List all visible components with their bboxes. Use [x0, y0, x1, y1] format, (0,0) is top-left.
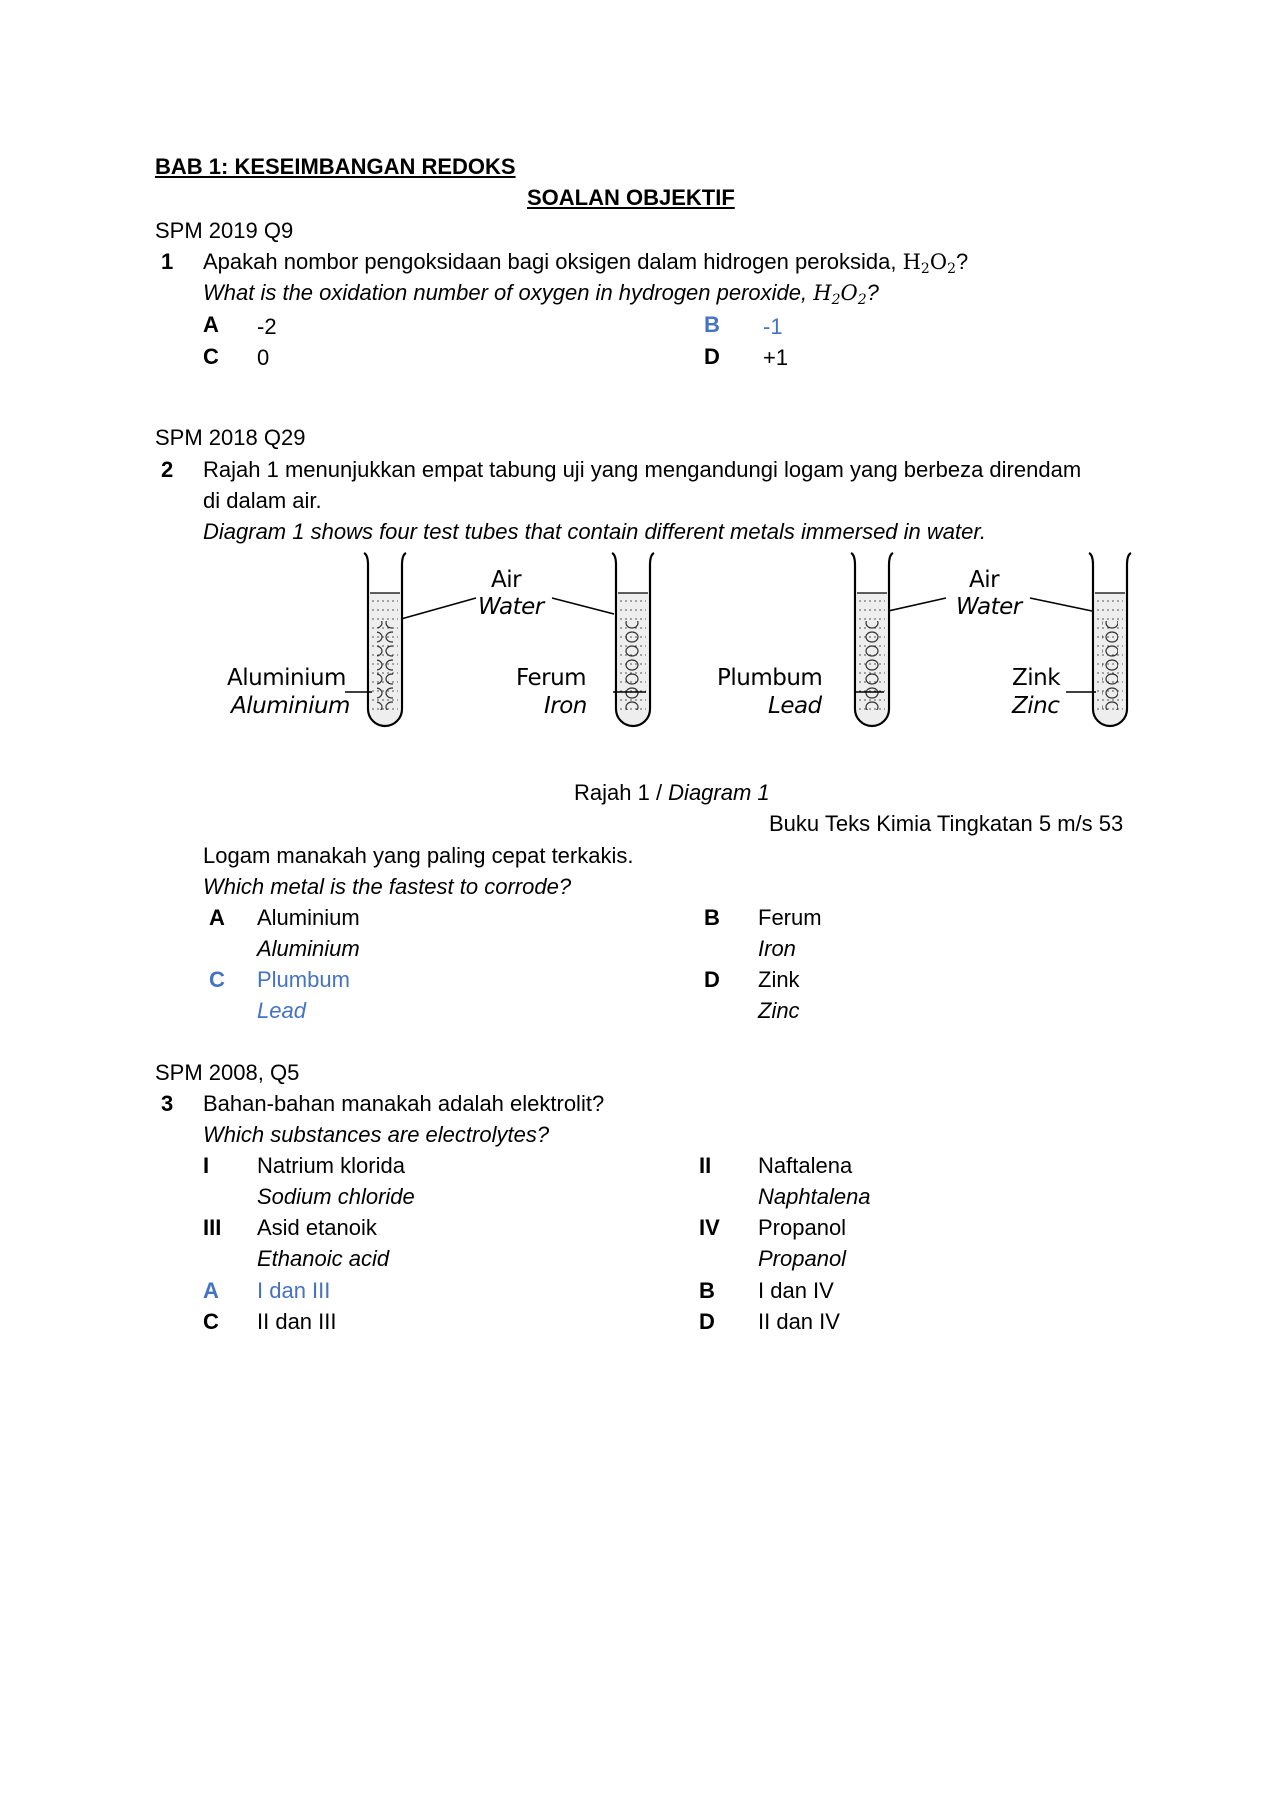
- tube-aluminium-water-pointer: [401, 598, 476, 619]
- q2-question-en: Which metal is the fastest to corrode?: [203, 874, 572, 899]
- tube-aluminium-label-en: Aluminium: [231, 693, 350, 719]
- q2-option-a-en: Aluminium: [257, 936, 360, 961]
- water-label-ms-2: Air: [969, 567, 1000, 593]
- q2-option-d-letter: D: [704, 967, 720, 992]
- tube-iron-label-en: Iron: [544, 693, 587, 719]
- water-label-en-2: Water: [956, 594, 1022, 620]
- q1-number: 1: [161, 249, 174, 274]
- diagram-caption: Rajah 1 / Diagram 1: [574, 780, 770, 805]
- q3-item-3-en: Ethanoic acid: [257, 1246, 390, 1271]
- q2-option-a-ms: Aluminium: [257, 905, 360, 930]
- q3-item-1-ms: Natrium klorida: [257, 1153, 405, 1178]
- q2-option-c-letter: C: [209, 967, 225, 992]
- q1-formula-ms: $H_2O_2$: [902, 250, 956, 277]
- q2-option-c-en: Lead: [257, 998, 306, 1023]
- q3-item-4-roman: IV: [699, 1215, 720, 1240]
- q3-option-d-letter: D: [699, 1309, 715, 1334]
- q1-option-b-text: -1: [763, 314, 783, 339]
- q1-option-d-text: +1: [763, 345, 789, 370]
- tube-zinc-label-en: Zinc: [1012, 693, 1060, 719]
- q1-option-c-letter: C: [203, 344, 219, 369]
- q1-option-b-letter: B: [704, 312, 720, 337]
- q1-source: SPM 2019 Q9: [155, 218, 294, 243]
- q3-item-4-en: Propanol: [758, 1246, 847, 1271]
- q2-option-d-en: Zinc: [758, 998, 800, 1023]
- q3-option-a-text: I dan III: [257, 1278, 331, 1303]
- q3-item-3-roman: III: [203, 1215, 222, 1240]
- tube-aluminium-metal-coil: [377, 621, 393, 710]
- diagram-reference: Buku Teks Kimia Tingkatan 5 m/s 53: [769, 811, 1124, 836]
- q3-text-ms: Bahan-bahan manakah adalah elektrolit?: [203, 1091, 605, 1116]
- q1-option-c-text: 0: [257, 345, 270, 370]
- tube-iron-metal-coil: [625, 621, 641, 710]
- q3-item-2-roman: II: [699, 1153, 712, 1178]
- q1-text-ms: Apakah nombor pengoksidaan bagi oksigen dalam hidrogen peroksida, $H_2O_2$?: [203, 249, 969, 277]
- q1-option-a-letter: A: [203, 312, 219, 337]
- tube-zinc-water-pointer: [1030, 598, 1092, 611]
- q2-option-c-ms: Plumbum: [257, 967, 350, 992]
- q2-option-d-ms: Zink: [758, 967, 800, 992]
- q2-text-ms-line1: Rajah 1 menunjukkan empat tabung uji yang mengandungi logam yang berbeza direndam: [203, 457, 1082, 482]
- q3-option-b-letter: B: [699, 1278, 715, 1303]
- tube-zinc-label-ms: Zink: [1012, 665, 1061, 691]
- q3-option-d-text: II dan IV: [758, 1309, 840, 1334]
- q3-option-b-text: I dan IV: [758, 1278, 834, 1303]
- tube-aluminium-label-ms: Aluminium: [227, 665, 346, 691]
- section-title: SOALAN OBJEKTIF: [527, 185, 735, 210]
- q2-option-a-letter: A: [209, 905, 225, 930]
- tube-zinc-metal-coil: [1102, 621, 1118, 710]
- q2-source: SPM 2018 Q29: [155, 425, 306, 450]
- q2-text-en: Diagram 1 shows four test tubes that contain different metals immersed in water.: [203, 519, 986, 544]
- q3-item-1-en: Sodium chloride: [257, 1184, 415, 1209]
- q2-option-b-letter: B: [704, 905, 720, 930]
- tube-lead-metal-coil: [864, 621, 880, 710]
- chapter-title: BAB 1: KESEIMBANGAN REDOKS: [155, 154, 516, 179]
- water-label-en-1: Water: [478, 594, 544, 620]
- q2-option-b-ms: Ferum: [758, 905, 822, 930]
- water-label-ms-1: Air: [491, 567, 522, 593]
- tube-iron-water-pointer: [552, 598, 614, 614]
- q1-option-a-text: -2: [257, 314, 277, 339]
- q3-option-a-letter: A: [203, 1278, 219, 1303]
- q1-option-d-letter: D: [704, 344, 720, 369]
- tube-lead-label-en: Lead: [768, 693, 822, 719]
- tube-iron-label-ms: Ferum: [516, 665, 587, 691]
- q2-text-ms-line2: di dalam air.: [203, 488, 322, 513]
- q2-option-b-en: Iron: [758, 936, 796, 961]
- tube-lead-label-ms: Plumbum: [717, 665, 823, 691]
- tube-lead-water-pointer: [888, 598, 946, 611]
- q3-option-c-letter: C: [203, 1309, 219, 1334]
- q3-option-c-text: II dan III: [257, 1309, 337, 1334]
- q3-item-2-ms: Naftalena: [758, 1153, 853, 1178]
- q3-item-3-ms: Asid etanoik: [257, 1215, 377, 1240]
- q3-item-2-en: Naphtalena: [758, 1184, 871, 1209]
- q2-question-ms: Logam manakah yang paling cepat terkakis.: [203, 843, 634, 868]
- q3-source: SPM 2008, Q5: [155, 1060, 300, 1085]
- q3-item-1-roman: I: [203, 1153, 210, 1178]
- q1-formula-en: $H_2O_2$: [813, 281, 867, 308]
- q1-text-en: What is the oxidation number of oxygen in hydrogen peroxide, $H_2O_2$?: [203, 280, 879, 308]
- q3-item-4-ms: Propanol: [758, 1215, 847, 1240]
- q2-number: 2: [161, 457, 174, 482]
- q3-number: 3: [161, 1091, 174, 1116]
- q3-text-en: Which substances are electrolytes?: [203, 1122, 550, 1147]
